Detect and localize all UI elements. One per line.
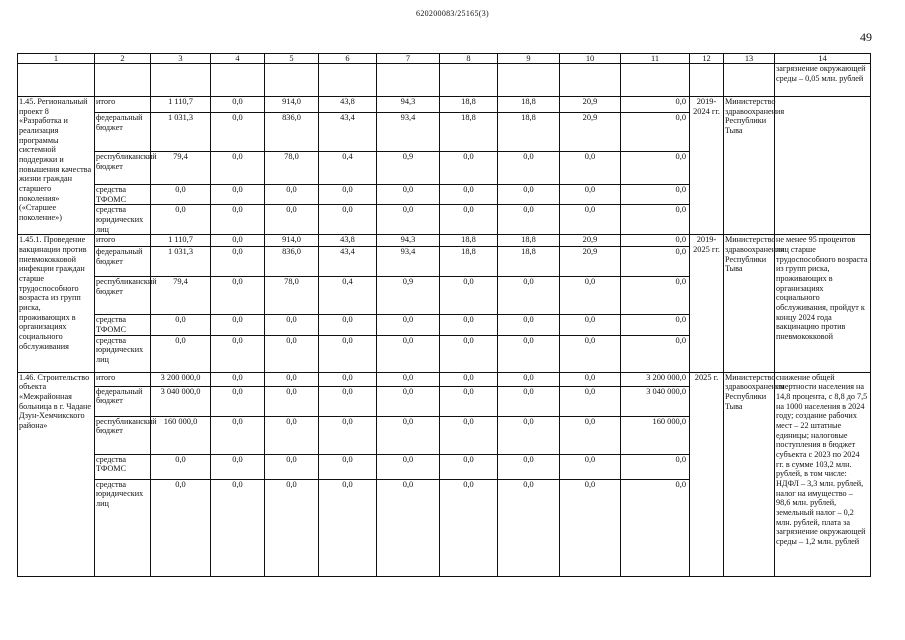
amount-cell: 1 031,3: [151, 113, 211, 152]
amount-cell: 0,0: [211, 185, 265, 205]
amount-cell: 0,0: [211, 113, 265, 152]
amount-cell: 20,9: [560, 235, 621, 247]
amount-cell: 20,9: [560, 247, 621, 277]
amount-cell: 0,0: [560, 416, 621, 454]
amount-cell: 0,0: [319, 454, 377, 479]
amount-cell: 0,9: [377, 152, 440, 185]
amount-cell: 3 040 000,0: [621, 386, 690, 416]
amount-cell: 1 031,3: [151, 247, 211, 277]
amount-cell: 0,0: [560, 479, 621, 576]
funding-source: средства ТФОМС: [95, 185, 151, 205]
amount-cell: 18,8: [498, 97, 560, 113]
amount-cell: 78,0: [265, 277, 319, 315]
column-number-14: 14: [775, 54, 871, 64]
amount-cell: 0,0: [151, 454, 211, 479]
amount-cell: 0,0: [319, 416, 377, 454]
amount-cell: 0,0: [440, 416, 498, 454]
implementation-period: 2019-2025 гг.: [690, 235, 724, 372]
amount-cell: 0,0: [265, 185, 319, 205]
amount-cell: 0,0: [265, 372, 319, 386]
carry-over-row: [18, 64, 871, 97]
amount-cell: 0,0: [621, 113, 690, 152]
amount-cell: 78,0: [265, 152, 319, 185]
amount-cell: 0,4: [319, 152, 377, 185]
amount-cell: 43,8: [319, 97, 377, 113]
funding-source: средства юридических лиц: [95, 479, 151, 576]
measure-name: 1.46. Строительство объекта «Межрайонная больница в г. Чадане Дзун-Хемчикского района»: [18, 372, 95, 576]
amount-cell: 0,0: [377, 454, 440, 479]
carry-cell: [498, 64, 560, 97]
amount-cell: 160 000,0: [151, 416, 211, 454]
carry-cell: [18, 64, 95, 97]
carry-cell: [265, 64, 319, 97]
amount-cell: 94,3: [377, 235, 440, 247]
amount-cell: 0,0: [498, 315, 560, 335]
implementation-period: 2019-2024 гг.: [690, 97, 724, 235]
column-number-12: 12: [690, 54, 724, 64]
amount-cell: 914,0: [265, 97, 319, 113]
amount-cell: 160 000,0: [621, 416, 690, 454]
table-row: [18, 372, 871, 386]
amount-cell: 0,0: [560, 372, 621, 386]
amount-cell: 0,0: [560, 152, 621, 185]
amount-cell: 0,0: [265, 416, 319, 454]
amount-cell: 0,0: [319, 372, 377, 386]
funding-source: средства юридических лиц: [95, 335, 151, 372]
amount-cell: 3 200 000,0: [151, 372, 211, 386]
amount-cell: 0,0: [151, 315, 211, 335]
amount-cell: 0,0: [151, 205, 211, 235]
carry-cell: [319, 64, 377, 97]
amount-cell: 0,0: [319, 335, 377, 372]
amount-cell: 0,0: [151, 185, 211, 205]
amount-cell: 0,0: [440, 386, 498, 416]
amount-cell: 0,0: [498, 277, 560, 315]
expected-result: не менее 95 процентов лиц старше трудоспособного возраста из групп риска, проживающих в организациях социального обслуживания, пройдут к концу 2024 года вакцинацию против пневмококковой: [775, 235, 871, 372]
amount-cell: 0,0: [560, 277, 621, 315]
funding-source: итого: [95, 97, 151, 113]
funding-source: итого: [95, 372, 151, 386]
amount-cell: 0,0: [265, 479, 319, 576]
amount-cell: 3 040 000,0: [151, 386, 211, 416]
amount-cell: 0,0: [377, 372, 440, 386]
column-number-4: 4: [211, 54, 265, 64]
amount-cell: 93,4: [377, 113, 440, 152]
amount-cell: 43,8: [319, 235, 377, 247]
amount-cell: 20,9: [560, 113, 621, 152]
carry-cell: [690, 64, 724, 97]
implementation-period: 2025 г.: [690, 372, 724, 576]
amount-cell: 0,0: [440, 454, 498, 479]
document-stamp: 620200083/25165(3): [416, 9, 489, 18]
amount-cell: 0,0: [498, 454, 560, 479]
amount-cell: 0,0: [265, 454, 319, 479]
amount-cell: 0,0: [560, 386, 621, 416]
amount-cell: 0,0: [498, 205, 560, 235]
amount-cell: 0,0: [211, 97, 265, 113]
amount-cell: 0,0: [560, 454, 621, 479]
amount-cell: 0,0: [377, 416, 440, 454]
amount-cell: 0,4: [319, 277, 377, 315]
column-number-3: 3: [151, 54, 211, 64]
amount-cell: 79,4: [151, 277, 211, 315]
funding-source: федеральный бюджет: [95, 247, 151, 277]
expected-result: снижение общей смертности населения на 14,8 процента, с 8,8 до 7,5 на 1000 населения в 2024 году; создание рабочих мест – 22 штатные единицы; налоговые поступления в бюджет субъекта с 2023 по 2024 гг. в сумме 103,2 млн. рублей, в том числе: НДФЛ – 3,3 млн. рублей, налог на имущество – 98,6 млн. рублей, земельный налог – 0,2 млн. рублей, плата за загрязнение окружающей среды – 1,2 млн. рублей: [775, 372, 871, 576]
funding-source: итого: [95, 235, 151, 247]
budget-table: [17, 53, 871, 577]
amount-cell: 0,0: [498, 372, 560, 386]
amount-cell: 20,9: [560, 97, 621, 113]
amount-cell: 0,0: [621, 335, 690, 372]
amount-cell: 0,0: [377, 205, 440, 235]
amount-cell: 3 200 000,0: [621, 372, 690, 386]
amount-cell: 0,0: [377, 185, 440, 205]
amount-cell: 0,0: [440, 152, 498, 185]
amount-cell: 0,0: [621, 97, 690, 113]
amount-cell: 0,0: [498, 335, 560, 372]
amount-cell: 0,0: [151, 479, 211, 576]
column-number-6: 6: [319, 54, 377, 64]
amount-cell: 0,0: [151, 335, 211, 372]
amount-cell: 0,0: [621, 479, 690, 576]
funding-source: республиканский бюджет: [95, 416, 151, 454]
carry-cell: [560, 64, 621, 97]
amount-cell: 0,0: [265, 335, 319, 372]
amount-cell: 0,0: [621, 247, 690, 277]
amount-cell: 18,8: [440, 235, 498, 247]
amount-cell: 0,0: [211, 386, 265, 416]
amount-cell: 914,0: [265, 235, 319, 247]
amount-cell: 0,0: [211, 454, 265, 479]
table-body: [18, 54, 871, 577]
amount-cell: 0,0: [265, 205, 319, 235]
carry-cell: [724, 64, 775, 97]
responsible-executor: Министерство здравоохранения Республики Тыва: [724, 372, 775, 576]
carry-cell: [211, 64, 265, 97]
amount-cell: 0,0: [440, 185, 498, 205]
amount-cell: 0,0: [211, 416, 265, 454]
amount-cell: 0,0: [377, 386, 440, 416]
expected-result: [775, 97, 871, 235]
amount-cell: 0,0: [440, 335, 498, 372]
amount-cell: 0,0: [265, 386, 319, 416]
amount-cell: 0,9: [377, 277, 440, 315]
amount-cell: 0,0: [211, 372, 265, 386]
column-number-11: 11: [621, 54, 690, 64]
amount-cell: 1 110,7: [151, 235, 211, 247]
amount-cell: 0,0: [621, 152, 690, 185]
amount-cell: 0,0: [319, 386, 377, 416]
amount-cell: 43,4: [319, 113, 377, 152]
amount-cell: 0,0: [319, 315, 377, 335]
column-number-row: [18, 54, 871, 64]
amount-cell: 836,0: [265, 113, 319, 152]
carry-cell: [377, 64, 440, 97]
amount-cell: 0,0: [498, 479, 560, 576]
amount-cell: 18,8: [440, 97, 498, 113]
funding-source: республиканский бюджет: [95, 277, 151, 315]
page-number: 49: [860, 30, 872, 44]
amount-cell: 94,3: [377, 97, 440, 113]
amount-cell: 18,8: [498, 247, 560, 277]
amount-cell: 0,0: [621, 235, 690, 247]
column-number-2: 2: [95, 54, 151, 64]
amount-cell: 79,4: [151, 152, 211, 185]
measure-name: 1.45.1. Проведение вакцинации против пневмококковой инфекции граждан старше трудоспособного возраста из групп риска, проживающих в организациях социального обслуживания: [18, 235, 95, 372]
amount-cell: 0,0: [319, 479, 377, 576]
funding-source: средства ТФОМС: [95, 315, 151, 335]
column-number-9: 9: [498, 54, 560, 64]
amount-cell: 0,0: [498, 152, 560, 185]
carry-cell: [440, 64, 498, 97]
amount-cell: 0,0: [621, 185, 690, 205]
amount-cell: 0,0: [560, 185, 621, 205]
amount-cell: 18,8: [440, 247, 498, 277]
funding-source: федеральный бюджет: [95, 113, 151, 152]
amount-cell: 0,0: [211, 235, 265, 247]
amount-cell: 0,0: [377, 315, 440, 335]
amount-cell: 0,0: [211, 277, 265, 315]
amount-cell: 0,0: [621, 315, 690, 335]
amount-cell: 18,8: [498, 113, 560, 152]
amount-cell: 0,0: [440, 372, 498, 386]
amount-cell: 0,0: [211, 247, 265, 277]
amount-cell: 0,0: [377, 479, 440, 576]
funding-source: федеральный бюджет: [95, 386, 151, 416]
carry-over-result: загрязнение окружающей среды – 0,05 млн. рублей: [775, 64, 871, 97]
amount-cell: 0,0: [560, 315, 621, 335]
funding-source: республиканский бюджет: [95, 152, 151, 185]
amount-cell: 0,0: [319, 205, 377, 235]
responsible-executor: Министерство здравоохранения Республики Тыва: [724, 97, 775, 235]
amount-cell: 0,0: [211, 205, 265, 235]
column-number-5: 5: [265, 54, 319, 64]
table-row: [18, 97, 871, 113]
amount-cell: 43,4: [319, 247, 377, 277]
amount-cell: 0,0: [319, 185, 377, 205]
amount-cell: 0,0: [498, 416, 560, 454]
amount-cell: 18,8: [440, 113, 498, 152]
carry-cell: [621, 64, 690, 97]
carry-cell: [95, 64, 151, 97]
amount-cell: 0,0: [211, 315, 265, 335]
amount-cell: 0,0: [440, 315, 498, 335]
responsible-executor: Министерство здравоохранения Республики Тыва: [724, 235, 775, 372]
amount-cell: 0,0: [621, 454, 690, 479]
table-row: [18, 235, 871, 247]
column-number-7: 7: [377, 54, 440, 64]
amount-cell: 0,0: [211, 479, 265, 576]
amount-cell: 0,0: [377, 335, 440, 372]
amount-cell: 0,0: [211, 152, 265, 185]
measure-name: 1.45. Региональный проект 8 «Разработка и реализация программы системной поддержки и повышения качества жизни граждан старшего поколения» («Старшее поколение»): [18, 97, 95, 235]
amount-cell: 0,0: [621, 277, 690, 315]
amount-cell: 0,0: [265, 315, 319, 335]
column-number-10: 10: [560, 54, 621, 64]
amount-cell: 0,0: [621, 205, 690, 235]
amount-cell: 0,0: [498, 386, 560, 416]
amount-cell: 0,0: [211, 335, 265, 372]
column-number-13: 13: [724, 54, 775, 64]
column-number-1: 1: [18, 54, 95, 64]
amount-cell: 0,0: [560, 335, 621, 372]
carry-cell: [151, 64, 211, 97]
amount-cell: 1 110,7: [151, 97, 211, 113]
amount-cell: 93,4: [377, 247, 440, 277]
amount-cell: 0,0: [440, 205, 498, 235]
amount-cell: 0,0: [498, 185, 560, 205]
amount-cell: 18,8: [498, 235, 560, 247]
funding-source: средства ТФОМС: [95, 454, 151, 479]
amount-cell: 0,0: [440, 277, 498, 315]
column-number-8: 8: [440, 54, 498, 64]
amount-cell: 0,0: [440, 479, 498, 576]
amount-cell: 0,0: [560, 205, 621, 235]
funding-source: средства юридических лиц: [95, 205, 151, 235]
amount-cell: 836,0: [265, 247, 319, 277]
